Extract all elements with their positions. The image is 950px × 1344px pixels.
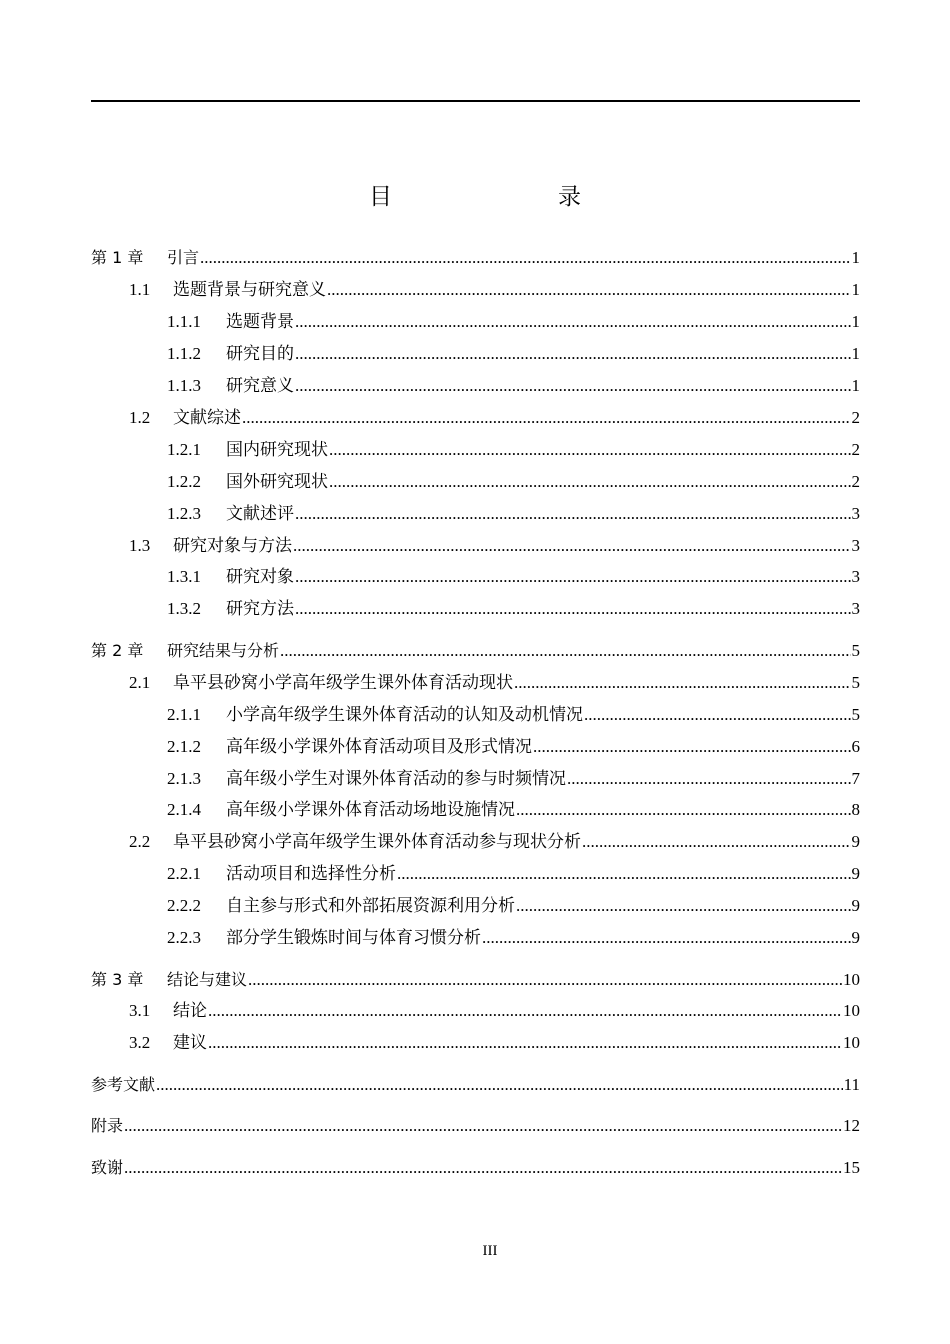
toc-entry-label: 阜平县砂窝小学高年级学生课外体育活动参与现状分析 (173, 832, 581, 851)
toc-entry-label: 研究目的 (226, 344, 294, 363)
toc-entry-number: 2.1.3 (167, 769, 201, 788)
toc-entry-page: 1 (851, 344, 860, 363)
dot-leader (295, 598, 851, 620)
toc-entry-2-2-1[interactable] (167, 863, 860, 885)
toc-entry-3-2[interactable] (129, 1032, 860, 1054)
toc-entry-1-3[interactable] (129, 535, 860, 557)
toc-entry-references[interactable] (91, 1074, 860, 1096)
dot-leader (280, 640, 850, 662)
toc-entry-number: 2.1.4 (167, 800, 201, 819)
toc-entry-number: 1.1 (129, 280, 151, 299)
toc-entry-page: 3 (851, 599, 860, 618)
toc-entry-page: 1 (851, 376, 860, 395)
toc-entry-2-1[interactable] (129, 672, 860, 694)
toc-entry-number: 1.3.2 (167, 599, 201, 618)
dot-leader (327, 279, 851, 301)
dot-leader (242, 407, 851, 429)
toc-entry-label: 研究对象 (226, 567, 294, 586)
toc-entry-label: 国外研究现状 (226, 472, 328, 491)
toc-entry-page: 1 (851, 280, 860, 299)
dot-leader (533, 736, 851, 758)
toc-entry-page: 3 (851, 567, 860, 586)
toc-entry-page: 9 (851, 832, 860, 851)
toc-entry-2-1-2[interactable] (167, 736, 860, 758)
footer-page-number: III (482, 1243, 498, 1259)
toc-entry-number: 1.3.1 (167, 567, 201, 586)
dot-leader (295, 566, 851, 588)
toc-entry-acknowledgements[interactable] (91, 1157, 860, 1179)
toc-entry-number: 2.1.2 (167, 737, 201, 756)
dot-leader (295, 311, 851, 333)
toc-entry-page: 11 (843, 1075, 860, 1094)
toc-entry-label: 致谢 (91, 1158, 124, 1177)
toc-entry-label: 引言 (167, 248, 200, 267)
toc-entry-1-2-1[interactable] (167, 439, 860, 461)
toc-entry-3-1[interactable] (129, 1000, 860, 1022)
toc-entry-label: 部分学生锻炼时间与体育习惯分析 (226, 928, 481, 947)
header-rule (91, 100, 860, 102)
toc-entry-label: 小学高年级学生课外体育活动的认知及动机情况 (226, 705, 583, 724)
dot-leader (156, 1074, 843, 1096)
toc-entry-page: 8 (851, 800, 860, 819)
toc-entry-number: 2.1.1 (167, 705, 201, 724)
toc-entry-page: 3 (851, 536, 860, 555)
toc-entry-ch2[interactable] (91, 640, 860, 662)
toc-entry-number: 1.1.1 (167, 312, 201, 331)
toc-entry-label: 文献综述 (173, 408, 241, 427)
toc-entry-number: 3.2 (129, 1033, 151, 1052)
dot-leader (329, 439, 851, 461)
dot-leader (124, 1115, 842, 1137)
toc-entry-label: 自主参与形式和外部拓展资源利用分析 (226, 896, 515, 915)
toc-title: 目 录 (369, 184, 621, 210)
dot-leader (295, 375, 851, 397)
dot-leader (329, 471, 851, 493)
toc-entry-page: 7 (851, 769, 860, 788)
toc-entry-page: 10 (843, 970, 860, 989)
toc-entry-label: 参考文献 (91, 1075, 156, 1094)
toc-entry-number: 第 1 章 (91, 248, 144, 267)
dot-leader (200, 247, 850, 269)
toc-entry-ch1[interactable] (91, 247, 860, 269)
toc-entry-page: 1 (851, 312, 860, 331)
dot-leader (293, 535, 851, 557)
toc-entry-2-2[interactable] (129, 831, 860, 853)
toc-entry-page: 5 (851, 705, 860, 724)
toc-entry-number: 2.2.1 (167, 864, 201, 883)
toc-entry-2-2-3[interactable] (167, 927, 860, 949)
toc-entry-1-2[interactable] (129, 407, 860, 429)
toc-entry-label: 高年级小学课外体育活动场地设施情况 (226, 800, 515, 819)
toc-entry-1-2-3[interactable] (167, 503, 860, 525)
toc-entry-number: 1.3 (129, 536, 151, 555)
toc-entry-page: 10 (843, 1001, 860, 1020)
toc-entry-1-2-2[interactable] (167, 471, 860, 493)
toc-entry-label: 研究对象与方法 (173, 536, 292, 555)
toc-entry-number: 3.1 (129, 1001, 151, 1020)
toc-entry-page: 2 (851, 472, 860, 491)
toc-entry-number: 2.2.3 (167, 928, 201, 947)
toc-entry-label: 附录 (91, 1116, 124, 1135)
toc-entry-label: 阜平县砂窝小学高年级学生课外体育活动现状 (173, 673, 513, 692)
toc-entry-label: 结论 (173, 1001, 207, 1020)
dot-leader (514, 672, 851, 694)
toc-entry-number: 1.1.2 (167, 344, 201, 363)
dot-leader (482, 927, 851, 949)
dot-leader (248, 969, 842, 991)
toc-entry-number: 2.2 (129, 832, 151, 851)
toc-entry-1-1[interactable] (129, 279, 860, 301)
dot-leader (567, 768, 851, 790)
toc-entry-number: 1.2 (129, 408, 151, 427)
toc-entry-page: 10 (843, 1033, 860, 1052)
dot-leader (582, 831, 851, 853)
toc-entry-page: 5 (851, 673, 860, 692)
toc-entry-label: 高年级小学课外体育活动项目及形式情况 (226, 737, 532, 756)
toc-entry-page: 3 (851, 504, 860, 523)
toc-entry-label: 文献述评 (226, 504, 294, 523)
toc-entry-number: 2.1 (129, 673, 151, 692)
toc-entry-appendix[interactable] (91, 1115, 860, 1137)
dot-leader (124, 1157, 842, 1179)
toc-entry-label: 结论与建议 (167, 970, 248, 989)
toc-entry-number: 1.2.2 (167, 472, 201, 491)
toc-entry-number: 1.2.3 (167, 504, 201, 523)
toc-entry-label: 活动项目和选择性分析 (226, 864, 396, 883)
toc-entry-page: 9 (851, 928, 860, 947)
toc-entry-page: 15 (843, 1158, 860, 1177)
toc-entry-page: 2 (851, 440, 860, 459)
toc-entry-label: 选题背景与研究意义 (173, 280, 326, 299)
dot-leader (584, 704, 851, 726)
dot-leader (516, 895, 851, 917)
toc-entry-label: 国内研究现状 (226, 440, 328, 459)
toc-entry-label: 建议 (173, 1033, 207, 1052)
toc-entry-2-1-3[interactable] (167, 768, 860, 790)
toc-entry-ch3[interactable] (91, 969, 860, 991)
dot-leader (516, 799, 851, 821)
dot-leader (397, 863, 851, 885)
toc-entry-2-1-4[interactable] (167, 799, 860, 821)
dot-leader (208, 1032, 842, 1054)
dot-leader (208, 1000, 842, 1022)
toc-entry-page: 12 (843, 1116, 860, 1135)
toc-entry-page: 2 (851, 408, 860, 427)
toc-entry-page: 1 (851, 248, 860, 267)
toc-entry-page: 9 (851, 864, 860, 883)
toc-entry-label: 研究意义 (226, 376, 294, 395)
toc-entry-page: 6 (851, 737, 860, 756)
toc-entry-number: 1.2.1 (167, 440, 201, 459)
toc-entry-1-1-1[interactable] (167, 311, 860, 333)
toc-entry-2-2-2[interactable] (167, 895, 860, 917)
toc-entry-1-1-2[interactable] (167, 343, 860, 365)
toc-entry-page: 5 (851, 641, 860, 660)
toc-entry-page: 9 (851, 896, 860, 915)
toc-entry-number: 第 3 章 (91, 970, 144, 989)
toc-entry-label: 研究方法 (226, 599, 294, 618)
toc-entry-number: 第 2 章 (91, 641, 144, 660)
toc-entry-number: 2.2.2 (167, 896, 201, 915)
dot-leader (295, 343, 851, 365)
toc-entry-label: 研究结果与分析 (167, 641, 280, 660)
toc-entry-2-1-1[interactable] (167, 704, 860, 726)
toc-entry-number: 1.1.3 (167, 376, 201, 395)
toc-entry-label: 高年级小学生对课外体育活动的参与时频情况 (226, 769, 566, 788)
dot-leader (295, 503, 851, 525)
toc-entry-1-1-3[interactable] (167, 375, 860, 397)
toc-entry-1-3-1[interactable] (167, 566, 860, 588)
toc-entry-1-3-2[interactable] (167, 598, 860, 620)
toc-entry-label: 选题背景 (226, 312, 294, 331)
